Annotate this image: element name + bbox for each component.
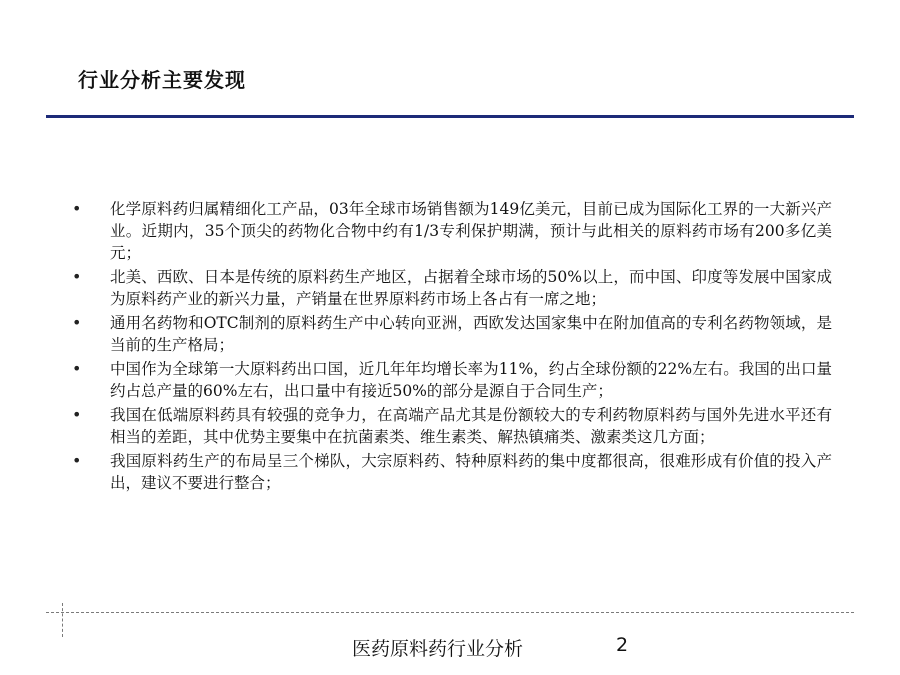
bullet-text: 化学原料药归属精细化工产品，03年全球市场销售额为149亿美元，目前已成为国际化工界的一大新兴产业。近期内，35个顶尖的药物化合物中约有1/3专利保护期满，预计与此相关的原料药市场有200多亿美元；	[110, 200, 832, 262]
bullet-item	[72, 266, 832, 310]
bullet-list	[72, 198, 832, 496]
bullet-icon: •	[72, 451, 82, 470]
bullet-icon: •	[72, 359, 82, 378]
bullet-text: 中国作为全球第一大原料药出口国，近几年年均增长率为11%，约占全球份额的22%左右。我国的出口量约占总产量的60%左右，出口量中有接近50%的部分是源自于合同生产；	[110, 360, 832, 400]
bullet-icon: •	[72, 267, 82, 286]
bullet-text: 北美、西欧、日本是传统的原料药生产地区，占据着全球市场的50%以上，而中国、印度等发展中国家成为原料药产业的新兴力量，产销量在世界原料药市场上各占有一席之地；	[110, 268, 832, 308]
bullet-item	[72, 404, 832, 448]
footer-vertical-divider	[62, 603, 63, 637]
bullet-icon: •	[72, 405, 82, 424]
bullet-item	[72, 312, 832, 356]
bullet-item	[72, 198, 832, 264]
bullet-icon: •	[72, 313, 82, 332]
bullet-item	[72, 450, 832, 494]
footer-divider	[46, 612, 854, 613]
bullet-text: 通用名药物和OTC制剂的原料药生产中心转向亚洲，西欧发达国家集中在附加值高的专利名药物领域，是当前的生产格局；	[110, 314, 832, 354]
footer-title: 医药原料药行业分析	[352, 638, 524, 660]
title-divider	[46, 115, 854, 118]
bullet-text: 我国在低端原料药具有较强的竞争力，在高端产品尤其是份额较大的专利药物原料药与国外先进水平还有相当的差距，其中优势主要集中在抗菌素类、维生素类、解热镇痛类、激素类这几方面；	[110, 406, 832, 446]
page-number: 2	[616, 634, 629, 656]
slide-title: 行业分析主要发现	[78, 68, 246, 92]
bullet-item	[72, 358, 832, 402]
bullet-text: 我国原料药生产的布局呈三个梯队，大宗原料药、特种原料药的集中度都很高，很难形成有价值的投入产出，建议不要进行整合；	[110, 452, 832, 492]
bullet-icon: •	[72, 199, 82, 218]
